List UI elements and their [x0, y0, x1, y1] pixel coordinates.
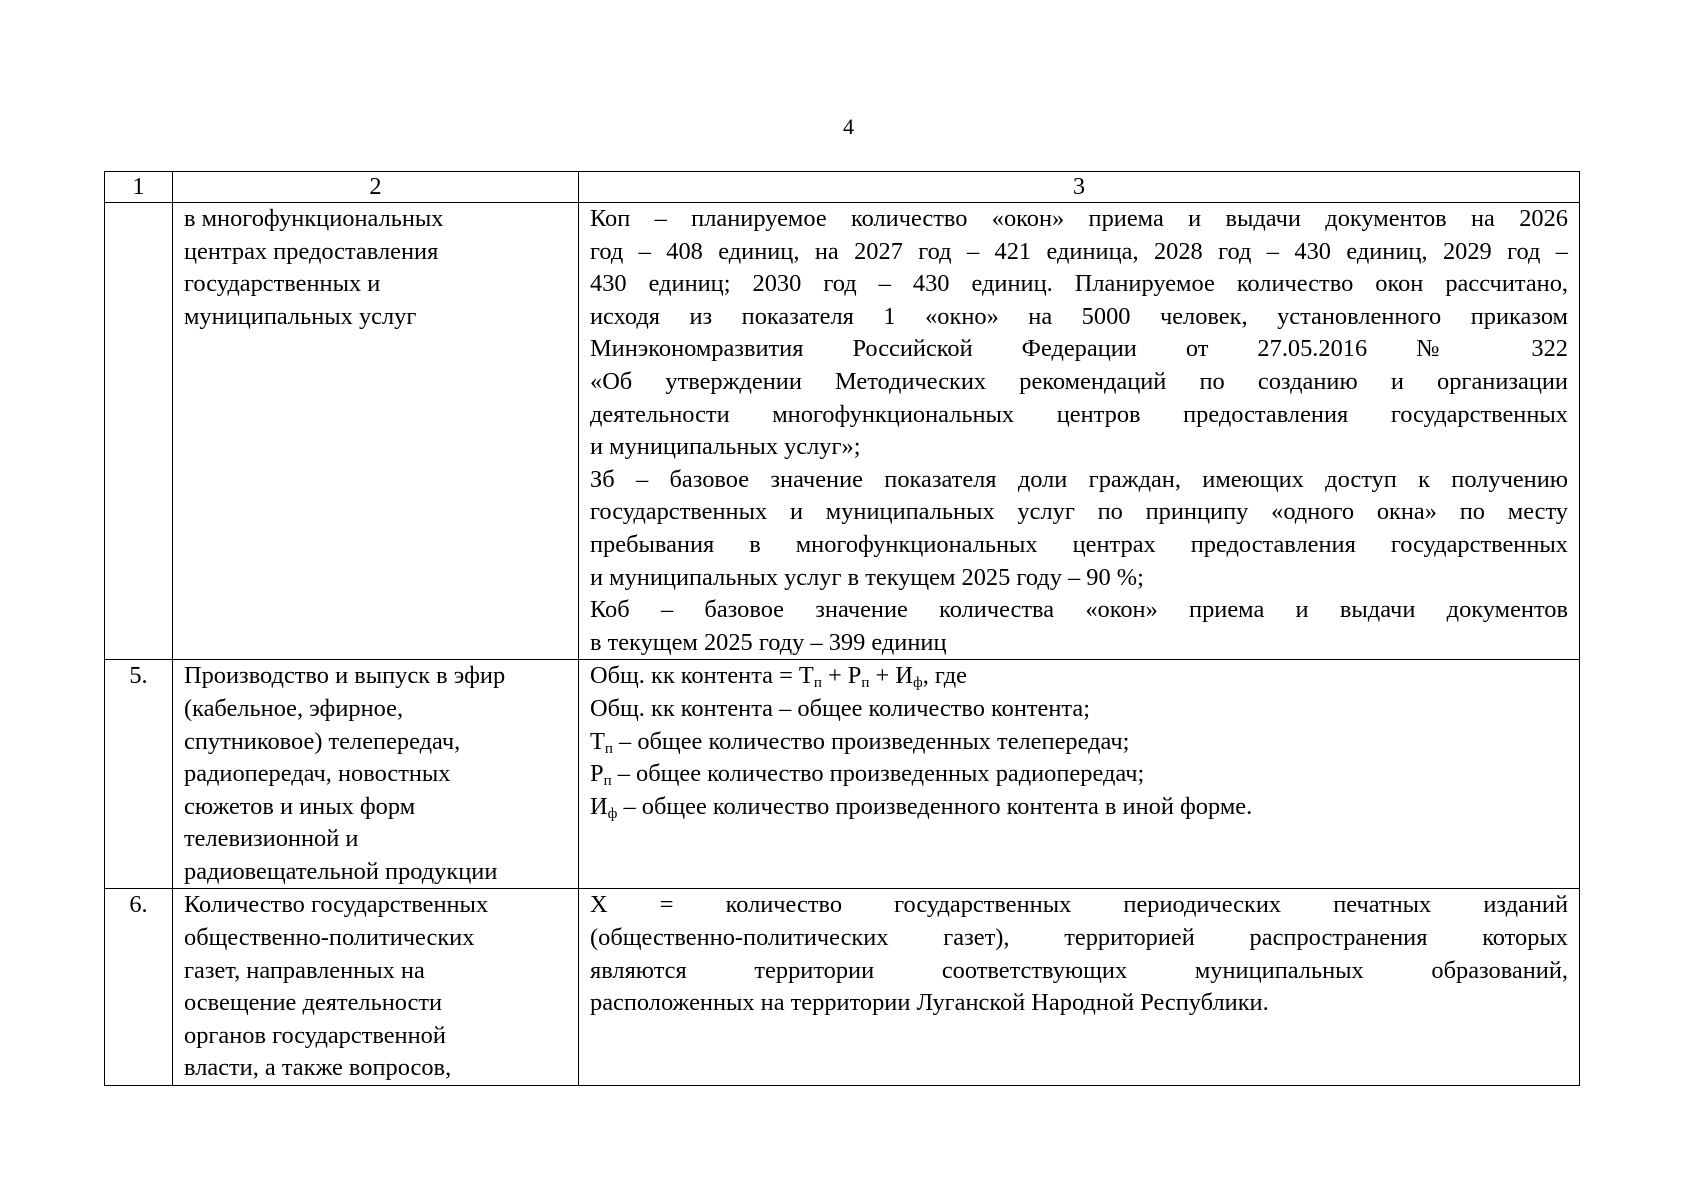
formula-lhs: Общ. кк контента = Т — [590, 662, 814, 690]
text-line: государственных и муниципальных услуг по принципу «одного окна» по месту — [590, 498, 1568, 526]
formula-sub: ф — [913, 675, 923, 692]
text-line: в текущем 2025 году – 399 единиц — [590, 628, 947, 656]
text-line: органов государственной — [184, 1021, 446, 1049]
indicator-name — [173, 889, 579, 1086]
text-line: и муниципальных услуг»; — [590, 433, 861, 461]
text-line: год – 408 единиц, на 2027 год – 421 единица, 2028 год – 430 единиц, 2029 год – — [590, 237, 1568, 265]
table-row — [105, 889, 1580, 1086]
text-line: в многофункциональных — [184, 205, 444, 232]
text-line: и муниципальных услуг в текущем 2025 году – 90 %; — [590, 563, 1144, 591]
text-line: сюжетов и иных форм — [184, 792, 416, 820]
symbol-sub: п — [604, 740, 613, 757]
indicator-method — [579, 660, 1580, 889]
text-line: государственных и — [184, 270, 381, 298]
text-line: общественно-политических — [184, 924, 475, 952]
text-line: (общественно-политических газет), территорией распространения которых — [590, 924, 1568, 952]
symbol: Р — [590, 760, 604, 788]
text-line: Коб – базовое значение количества «окон» приема и выдачи документов — [590, 596, 1568, 624]
symbol-sub: ф — [607, 805, 618, 822]
symbol-sub: п — [603, 773, 612, 790]
indicator-name — [173, 660, 579, 889]
column-number-3: 3 — [579, 172, 1580, 203]
table-row — [105, 203, 1580, 660]
text-line: спутниковое) телепередач, — [184, 727, 461, 755]
text-line: Количество государственных — [184, 891, 489, 919]
definition-line — [590, 758, 1568, 791]
text-line: Зб – базовое значение показателя доли граждан, имеющих доступ к получению — [590, 465, 1568, 493]
text-line: муниципальных услуг — [184, 302, 417, 330]
formula-term: + Р — [821, 662, 862, 690]
text-line: власти, а также вопросов, — [184, 1054, 452, 1082]
text-line: Производство и выпуск в эфир — [184, 662, 506, 690]
table-header-row — [105, 172, 1580, 203]
definition-text: – общее количество произведенных радиопередач; — [611, 760, 1145, 788]
symbol: И — [590, 792, 608, 820]
text-line: радиовещательной продукции — [184, 857, 498, 885]
row-number — [105, 203, 173, 660]
text-line: расположенных на территории Луганской Народной Республики. — [590, 989, 1269, 1017]
text-line: телевизионной и — [184, 825, 359, 853]
text-line: (кабельное, эфирное, — [184, 694, 404, 722]
column-number-1: 1 — [105, 172, 173, 203]
indicator-table — [104, 171, 1580, 1086]
indicator-method — [579, 889, 1580, 1086]
definition-line: Общ. кк контента – общее количество контента; — [590, 694, 1090, 722]
text-line: газет, направленных на — [184, 956, 425, 984]
page-number: 4 — [843, 114, 854, 139]
text-line: деятельности многофункциональных центров предоставления государственных — [590, 400, 1568, 428]
row-number: 5. — [105, 660, 173, 889]
text-line: «Об утверждении Методических рекомендаций по созданию и организации — [590, 367, 1568, 395]
text-line: 430 единиц; 2030 год – 430 единиц. Планируемое количество окон рассчитано, — [590, 270, 1568, 298]
text-line: Х = количество государственных периодических печатных изданий — [590, 891, 1568, 919]
text-line: радиопередач, новостных — [184, 760, 451, 788]
indicator-name — [173, 203, 579, 660]
text-line: Коп – планируемое количество «окон» приема и выдачи документов на 2026 — [590, 205, 1568, 232]
text-line: пребывания в многофункциональных центрах предоставления государственных — [590, 530, 1568, 558]
table-row — [105, 660, 1580, 889]
definition-line — [590, 791, 1568, 824]
row-number: 6. — [105, 889, 173, 1086]
formula-sub: п — [861, 675, 870, 692]
symbol: Т — [590, 727, 605, 755]
text-line: центрах предоставления — [184, 237, 439, 265]
definition-text: – общее количество произведенного контента в иной форме. — [617, 792, 1253, 820]
formula-line — [590, 660, 1568, 693]
text-line: исходя из показателя 1 «окно» на 5000 человек, установленного приказом — [590, 302, 1568, 330]
formula-tail: , где — [922, 662, 967, 690]
indicator-method — [579, 203, 1580, 660]
text-line: являются территории соответствующих муниципальных образований, — [590, 956, 1568, 984]
column-number-2: 2 — [173, 172, 579, 203]
text-line: Минэкономразвития Российской Федерации от 27.05.2016 № 322 — [590, 335, 1568, 363]
text-line: освещение деятельности — [184, 989, 443, 1017]
formula-sub: п — [813, 675, 822, 692]
definition-line — [590, 726, 1568, 759]
definition-text: – общее количество произведенных телепередач; — [612, 727, 1130, 755]
formula-term: + И — [869, 662, 913, 690]
